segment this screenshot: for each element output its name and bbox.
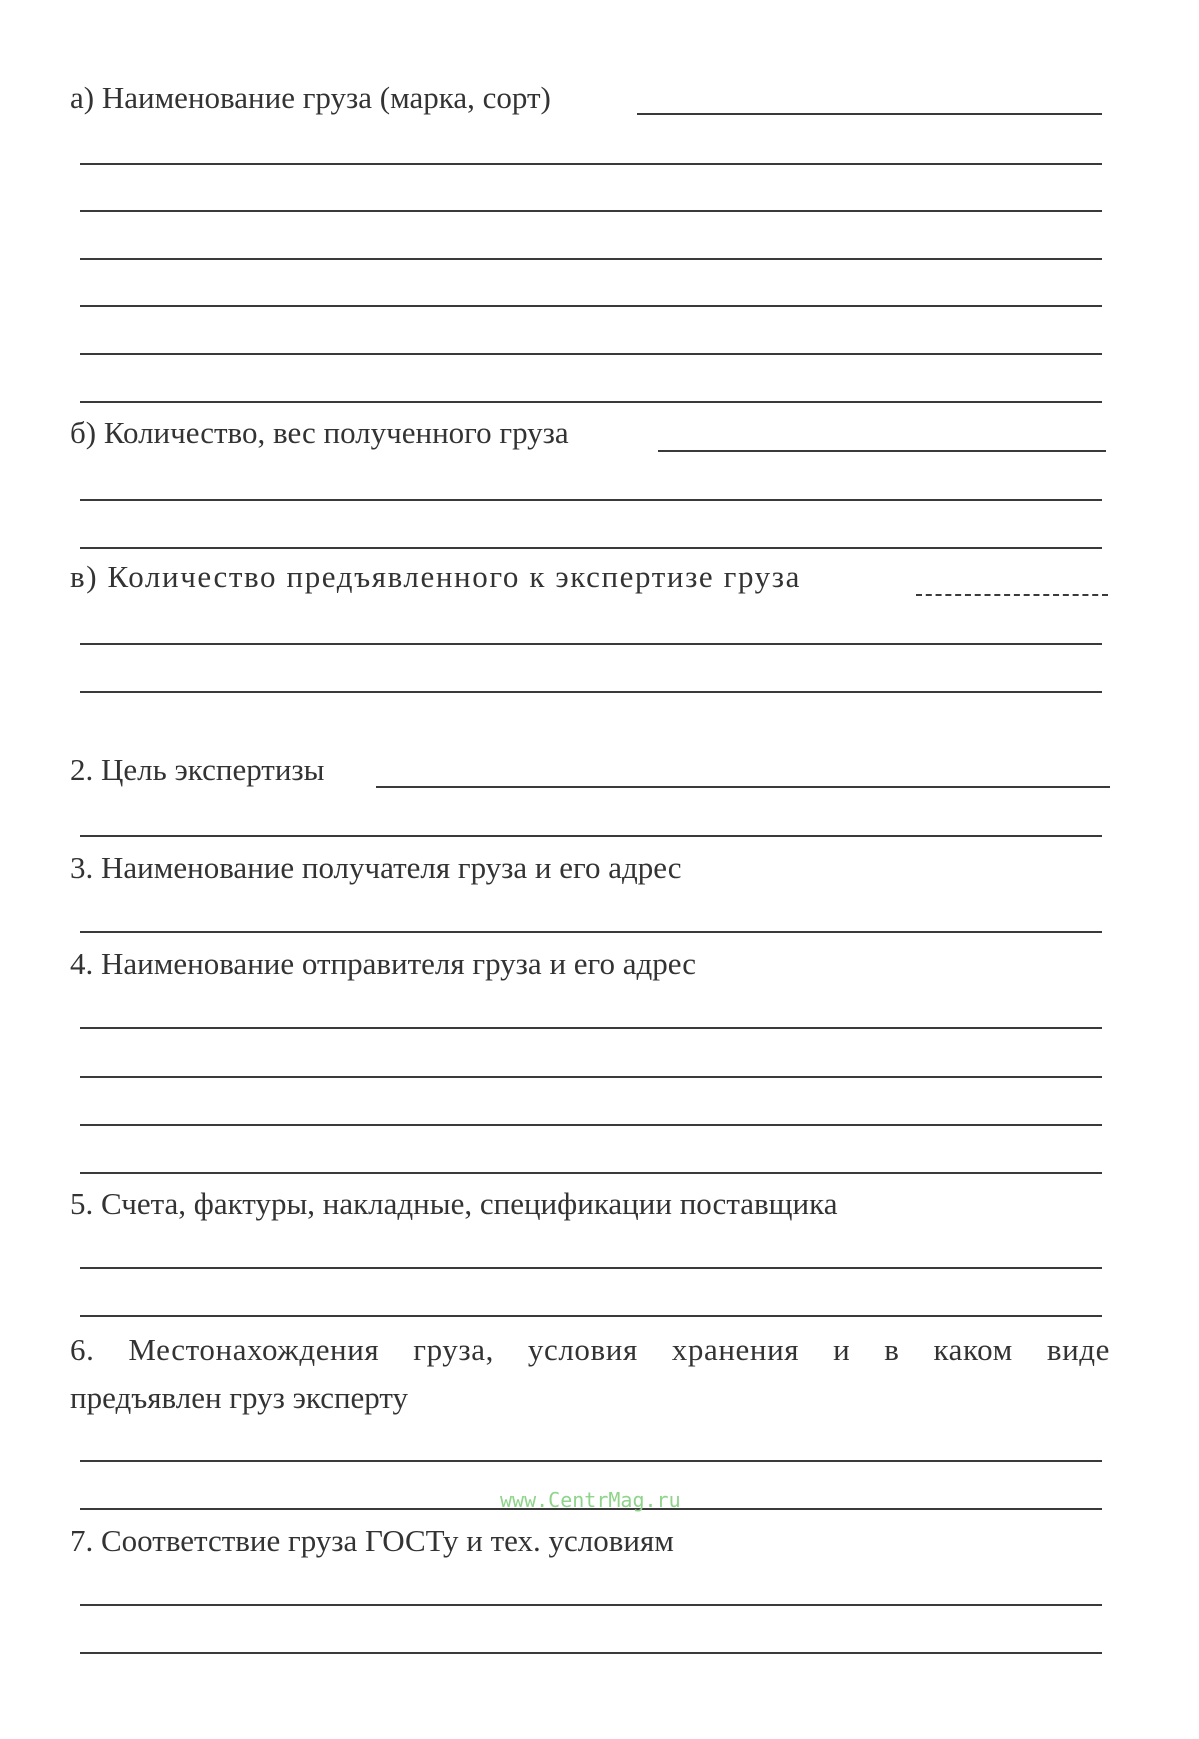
fill-line[interactable] <box>80 1315 1102 1317</box>
fill-line[interactable] <box>80 353 1102 355</box>
fill-line[interactable] <box>80 691 1102 693</box>
fill-line[interactable] <box>80 1460 1102 1462</box>
fill-line[interactable] <box>637 113 1102 115</box>
fill-line[interactable] <box>80 1027 1102 1029</box>
field-label-invoices: 5. Счета, фактуры, накладные, спецификации поставщика <box>70 1186 838 1221</box>
fill-line[interactable] <box>80 1652 1102 1654</box>
fill-line[interactable] <box>80 931 1102 933</box>
fill-line[interactable] <box>80 210 1102 212</box>
fill-line[interactable] <box>80 499 1102 501</box>
fill-line[interactable] <box>80 1604 1102 1606</box>
fill-line[interactable] <box>80 643 1102 645</box>
field-label-cargo-location: 6. Местонахождения груза, условия хранения и в каком виде <box>70 1332 1110 1367</box>
field-label-gost-compliance: 7. Соответствие груза ГОСТу и тех. условиям <box>70 1523 674 1558</box>
fill-line[interactable] <box>80 1267 1102 1269</box>
fill-line[interactable] <box>80 1172 1102 1174</box>
fill-line[interactable] <box>80 835 1102 837</box>
fill-line[interactable] <box>80 163 1102 165</box>
fill-line[interactable] <box>80 1076 1102 1078</box>
field-label-cargo-name: а) Наименование груза (марка, сорт) <box>70 80 551 115</box>
fill-line[interactable] <box>80 305 1102 307</box>
fill-line[interactable] <box>80 1124 1102 1126</box>
fill-line[interactable] <box>916 594 1108 596</box>
fill-line[interactable] <box>80 258 1102 260</box>
fill-line[interactable] <box>80 547 1102 549</box>
field-label-sender: 4. Наименование отправителя груза и его адрес <box>70 946 697 981</box>
field-label-expertise-goal: 2. Цель экспертизы <box>70 752 325 787</box>
fill-line[interactable] <box>658 450 1106 452</box>
field-label-recipient: 3. Наименование получателя груза и его адрес <box>70 850 682 885</box>
field-label-cargo-location-continued: предъявлен груз эксперту <box>70 1380 409 1415</box>
fill-line[interactable] <box>376 786 1110 788</box>
field-label-cargo-weight: б) Количество, вес полученного груза <box>70 415 569 450</box>
field-label-cargo-expertise-quantity: в) Количество предъявленного к экспертизе груза <box>70 559 801 594</box>
watermark: www.CentrMag.ru <box>500 1488 681 1512</box>
fill-line[interactable] <box>80 401 1102 403</box>
